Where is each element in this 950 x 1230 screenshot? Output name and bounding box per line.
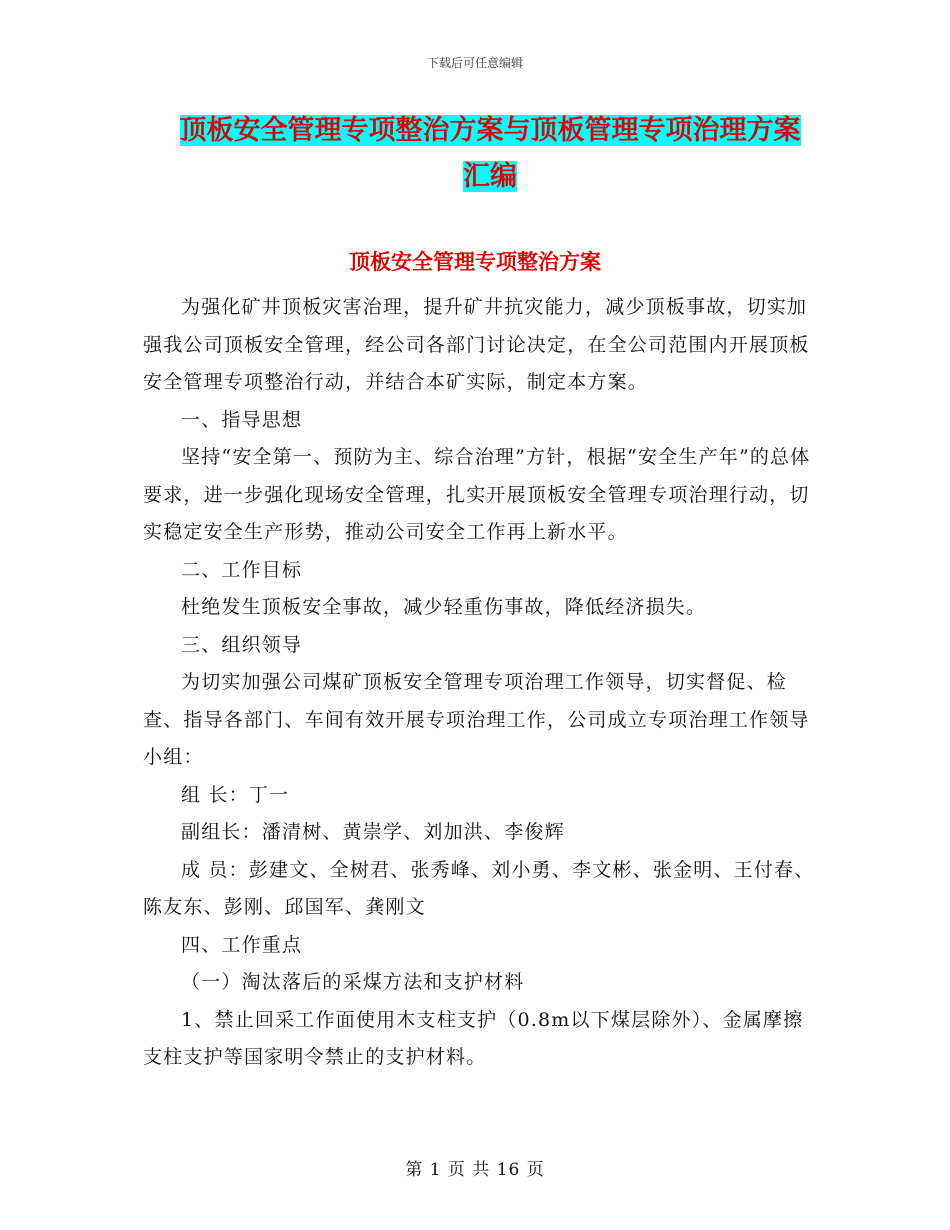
paragraph-guiding-ideology: 坚持“安全第一、预防为主、综合治理”方针，根据“安全生产年”的总体要求，进一步强化现场安全管理，扎实开展顶板安全管理专项治理行动，切实稳定安全生产形势，推动公司安全工作再上新水平。 [143,446,811,543]
page-footer: 第 1 页 共 16 页 [405,1160,545,1180]
document-title [140,108,840,200]
section-title: 顶板安全管理专项整治方案 [349,250,601,274]
document-title-line-2: 汇编 [463,161,517,192]
document-body [143,289,823,1077]
document-title-line-1: 顶板安全管理专项整治方案与顶板管理专项治理方案 [179,115,801,146]
header-note: 下载后可任意编辑 [426,56,523,70]
deputy-leader-line: 副组长：潘清树、黄崇学、刘加洪、李俊辉 [181,821,565,843]
paragraph-intro: 为强化矿井顶板灾害治理，提升矿井抗灾能力，减少顶板事故，切实加强我公司顶板安全管理，经公司各部门讨论决定，在全公司范围内开展顶板安全管理专项整治行动，并结合本矿实际，制定本方案。 [143,296,810,393]
heading-work-focus: 四、工作重点 [181,933,303,956]
subheading-eliminate-outdated: （一）淘汰落后的采煤方法和支护材料 [181,971,525,993]
paragraph-work-goals: 杜绝发生顶板安全事故，减少轻重伤事故，降低经济损失。 [181,596,707,618]
heading-organization: 三、组织领导 [181,633,303,656]
members-line: 成 员：彭建文、全树君、张秀峰、刘小勇、李文彬、张金明、王付春、陈友东、彭刚、邱国军、龚刚文 [143,858,815,918]
heading-work-goals: 二、工作目标 [181,558,303,581]
heading-guiding-ideology: 一、指导思想 [181,408,303,431]
group-leader-line: 组 长：丁一 [181,783,290,806]
paragraph-organization: 为切实加强公司煤矿顶板安全管理专项治理工作领导，切实督促、检查、指导各部门、车间有效开展专项治理工作，公司成立专项治理工作领导小组： [143,671,810,768]
paragraph-item-1: 1、禁止回采工作面使用木支柱支护（0.8m以下煤层除外）、金属摩擦支柱支护等国家明令禁止的支护材料。 [143,1008,804,1068]
